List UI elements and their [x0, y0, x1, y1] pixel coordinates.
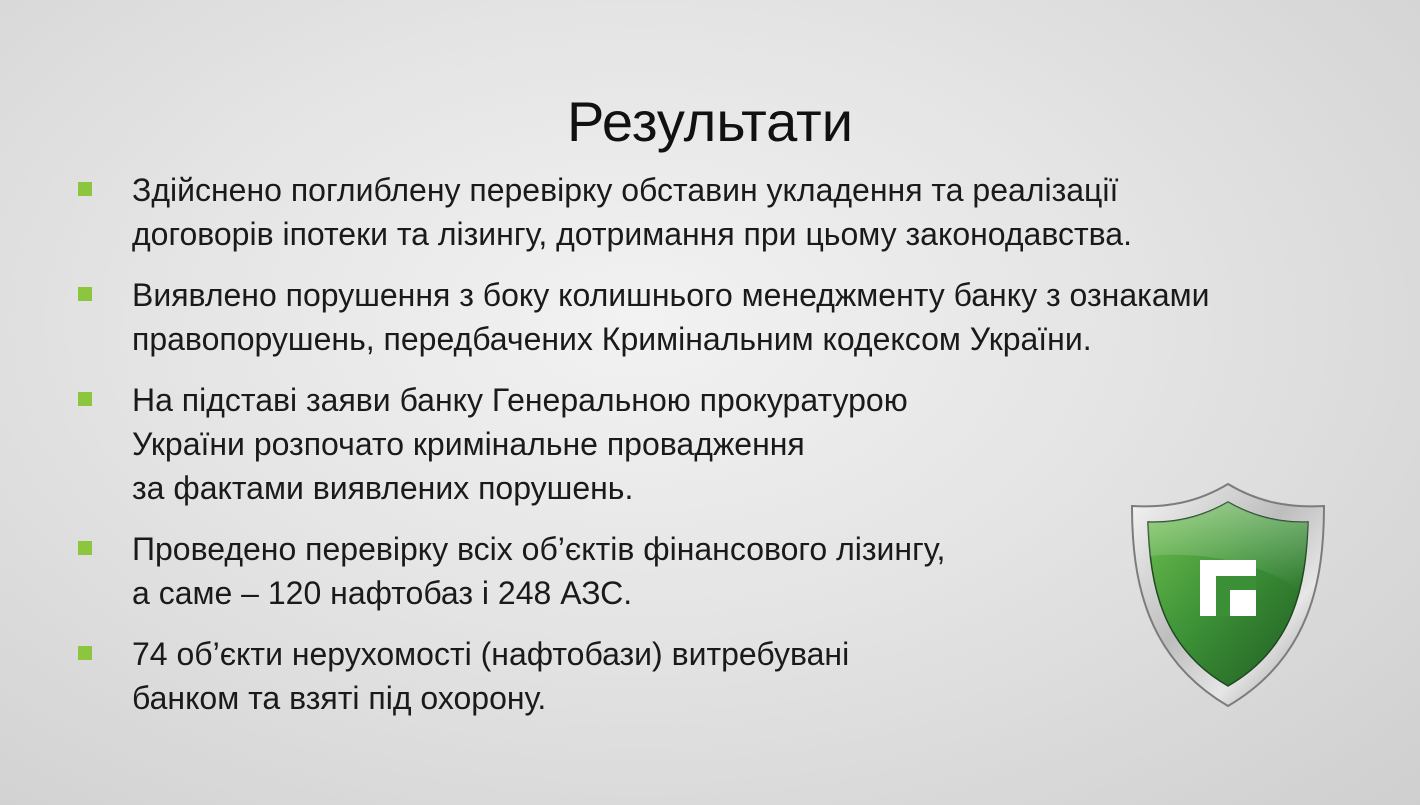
bullet-item	[78, 273, 1368, 361]
bullet-line: На підставі заяви банку Генеральною прокуратурою	[132, 382, 908, 418]
bullet-marker	[78, 646, 92, 660]
bullet-marker	[78, 182, 92, 196]
shield-logo-icon	[1128, 480, 1328, 710]
bullet-line: Здійснено поглиблену перевірку обставин укладення та реалізації	[132, 172, 1119, 208]
bullet-marker	[78, 287, 92, 301]
bullet-line: банком та взяті під охорону.	[132, 680, 547, 716]
slide-title: Результати	[567, 89, 853, 153]
bullet-item	[78, 168, 1368, 256]
bullet-line: Проведено перевірку всіх об’єктів фінансового лізингу,	[132, 531, 946, 567]
bullet-marker	[78, 392, 92, 406]
bullet-line: 74 об’єкти нерухомості (нафтобази) витребувані	[132, 636, 850, 672]
bullet-line: правопорушень, передбачених Кримінальним кодексом України.	[132, 321, 1092, 357]
bullet-line: за фактами виявлених порушень.	[132, 470, 634, 506]
bullet-line: Виявлено порушення з боку колишнього менеджменту банку з ознаками	[132, 277, 1210, 313]
bullet-line: договорів іпотеки та лізингу, дотримання при цьому законодавства.	[132, 216, 1132, 252]
bullet-line: України розпочато кримінальне провадження	[132, 426, 805, 462]
bullet-marker	[78, 541, 92, 555]
bullet-line: а саме – 120 нафтобаз і 248 АЗС.	[132, 575, 633, 611]
